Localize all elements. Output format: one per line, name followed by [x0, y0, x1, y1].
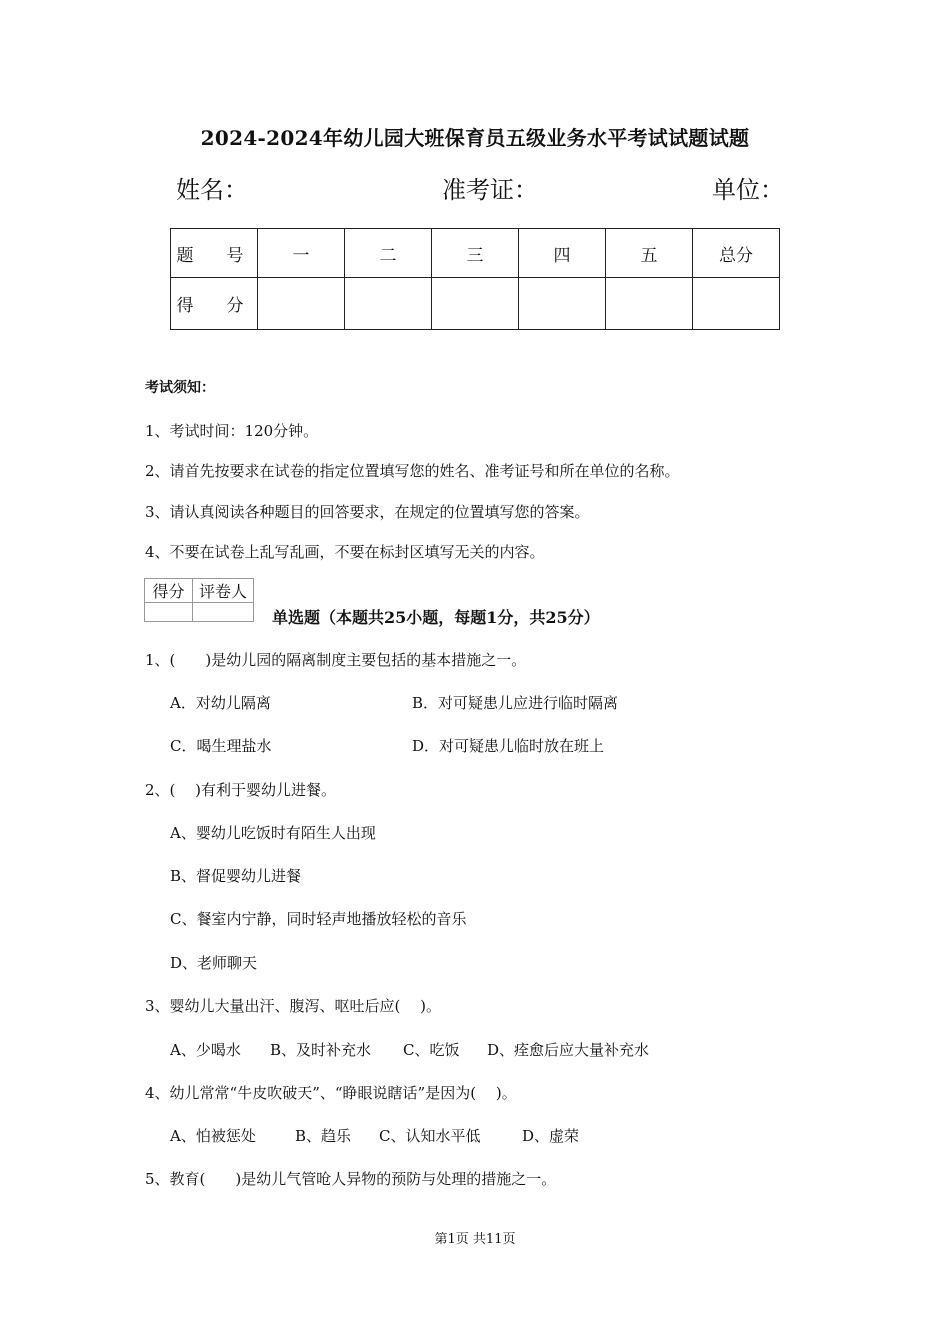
score-table-cell: 总分 [693, 229, 780, 278]
answer-option[interactable]: C．喝生理盐水 [170, 737, 272, 755]
answer-option[interactable]: A、少喝水 [170, 1041, 241, 1059]
question-stem: 1、( )是幼儿园的隔离制度主要包括的基本措施之一。 [145, 651, 527, 669]
score-input-cell[interactable] [258, 278, 345, 330]
answer-option[interactable]: A、怕被惩处 [170, 1127, 256, 1145]
grader-box [144, 578, 254, 622]
notice-item: 3、请认真阅读各种题目的回答要求，在规定的位置填写您的答案。 [145, 503, 590, 521]
score-table [170, 228, 780, 330]
answer-option[interactable]: A．对幼儿隔离 [170, 694, 271, 712]
exam-title: 2024-2024年幼儿园大班保育员五级业务水平考试试题试题 [200, 126, 750, 150]
score-input-cell[interactable] [432, 278, 519, 330]
answer-option[interactable]: B、及时补充水 [270, 1041, 372, 1059]
exam-id-label: 准考证： [442, 176, 538, 204]
score-table-cell: 三 [432, 229, 519, 278]
answer-option[interactable]: A、婴幼儿吃饭时有陌生人出现 [170, 824, 376, 842]
page-footer: 第1页 共11页 [434, 1232, 516, 1247]
grader-score-cell[interactable] [145, 603, 193, 622]
notice-item: 1、考试时间：120分钟。 [145, 422, 319, 440]
grader-label: 评卷人 [193, 579, 254, 603]
notice-heading: 考试须知： [145, 380, 215, 396]
answer-option[interactable]: C、吃饭 [403, 1041, 460, 1059]
score-table-cell: 二 [345, 229, 432, 278]
grader-score-label: 得分 [145, 579, 193, 603]
score-table-cell: 一 [258, 229, 345, 278]
score-table-cell: 四 [519, 229, 606, 278]
score-table-score-row [171, 278, 780, 330]
answer-option[interactable]: B、督促婴幼儿进餐 [170, 867, 302, 885]
score-input-cell[interactable] [345, 278, 432, 330]
answer-option[interactable]: D、老师聊天 [170, 954, 258, 972]
answer-option[interactable]: B、趋乐 [295, 1127, 352, 1145]
score-input-cell[interactable] [606, 278, 693, 330]
question-stem: 3、婴幼儿大量出汗、腹泻、呕吐后应( )。 [145, 997, 442, 1015]
answer-option[interactable]: B．对可疑患儿应进行临时隔离 [412, 694, 619, 712]
answer-option[interactable]: C、认知水平低 [379, 1127, 481, 1145]
score-table-header-row [171, 229, 780, 278]
unit-label: 单位： [712, 176, 784, 204]
section-title: 单选题（本题共25小题，每题1分，共25分） [272, 608, 600, 627]
answer-option[interactable]: D、虚荣 [522, 1127, 580, 1145]
score-table-cell: 五 [606, 229, 693, 278]
score-input-cell[interactable] [519, 278, 606, 330]
answer-option[interactable]: C、餐室内宁静，同时轻声地播放轻松的音乐 [170, 910, 467, 928]
answer-option[interactable]: D、痊愈后应大量补充水 [487, 1041, 650, 1059]
grader-name-cell[interactable] [193, 603, 254, 622]
notice-item: 4、不要在试卷上乱写乱画，不要在标封区填写无关的内容。 [145, 543, 545, 561]
question-stem: 2、( )有利于婴幼儿进餐。 [145, 781, 337, 799]
question-stem: 4、幼儿常常“牛皮吹破天”、“睁眼说瞎话”是因为( )。 [145, 1084, 517, 1102]
score-table-cell: 题 号 [171, 229, 258, 278]
score-input-cell[interactable] [693, 278, 780, 330]
score-row-label: 得 分 [171, 278, 258, 330]
question-stem: 5、教育( )是幼儿气管呛人异物的预防与处理的措施之一。 [145, 1170, 557, 1188]
notice-item: 2、请首先按要求在试卷的指定位置填写您的姓名、准考证号和所在单位的名称。 [145, 462, 680, 480]
answer-option[interactable]: D．对可疑患儿临时放在班上 [412, 737, 605, 755]
name-label: 姓名： [176, 176, 248, 204]
